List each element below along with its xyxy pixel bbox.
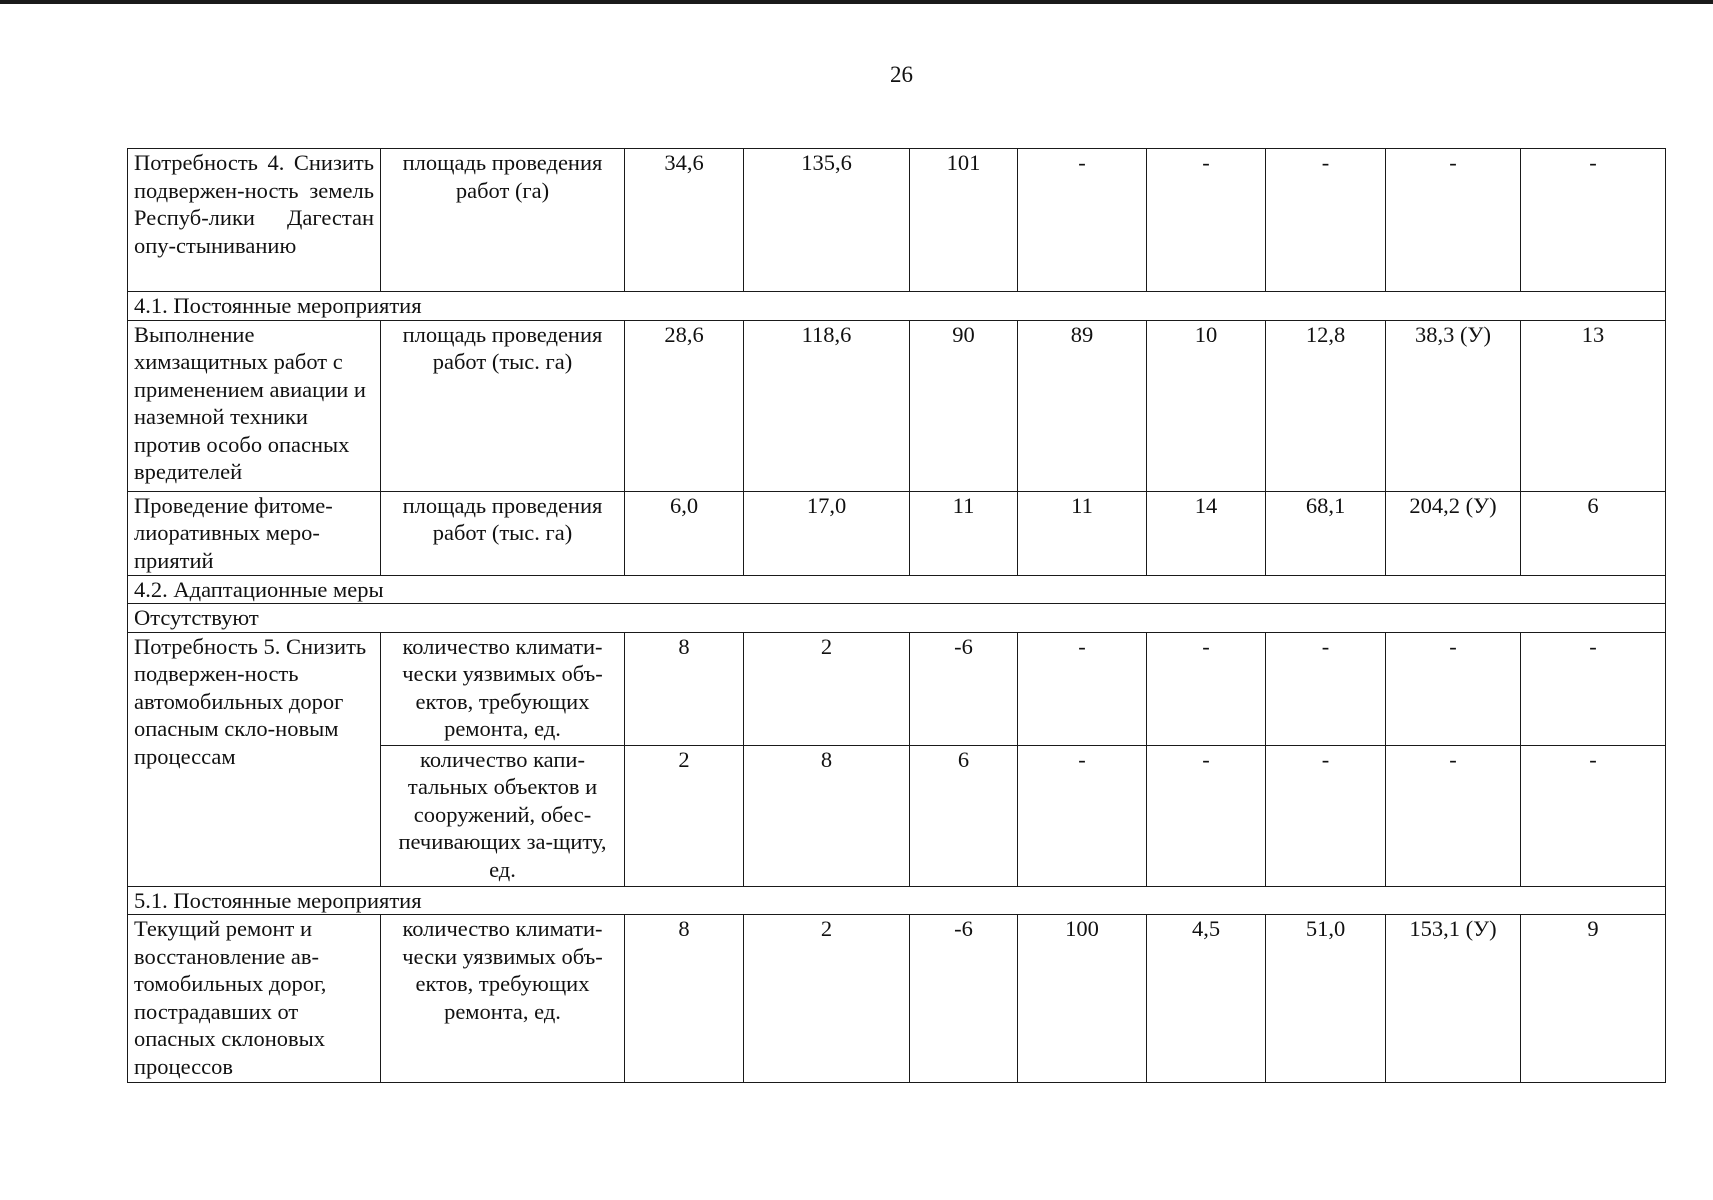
value-cell: 8 xyxy=(625,915,744,1083)
unit-cell: площадь проведения работ (тыс. га) xyxy=(381,491,625,575)
measure-name-cell: Текущий ремонт и восстановление ав-томобильных дорог, пострадавших от опасных склоновых процессов xyxy=(128,915,381,1083)
table-row xyxy=(128,320,1666,491)
value-cell: 101 xyxy=(910,149,1018,292)
value-cell: - xyxy=(1018,632,1147,745)
value-cell: 135,6 xyxy=(744,149,910,292)
value-cell: 100 xyxy=(1018,915,1147,1083)
value-cell: - xyxy=(1521,632,1666,745)
value-cell: - xyxy=(1147,632,1266,745)
measures-table xyxy=(127,148,1666,1083)
value-cell: 118,6 xyxy=(744,320,910,491)
value-cell: - xyxy=(1018,149,1147,292)
value-cell: 6,0 xyxy=(625,491,744,575)
value-cell: - xyxy=(1386,632,1521,745)
measure-name-cell: Потребность 4. Снизить подвержен-ность земель Респуб-лики Дагестан опу-стыниванию xyxy=(128,149,381,292)
value-cell: 9 xyxy=(1521,915,1666,1083)
value-cell: - xyxy=(1266,149,1386,292)
scan-edge xyxy=(0,0,1713,4)
value-cell: 2 xyxy=(744,915,910,1083)
value-cell: 51,0 xyxy=(1266,915,1386,1083)
section-note: Отсутствуют xyxy=(128,604,1666,633)
value-cell: 2 xyxy=(744,632,910,745)
value-cell: 17,0 xyxy=(744,491,910,575)
value-cell: 14 xyxy=(1147,491,1266,575)
value-cell: 153,1 (У) xyxy=(1386,915,1521,1083)
value-cell: 8 xyxy=(625,632,744,745)
value-cell: 11 xyxy=(910,491,1018,575)
section-row xyxy=(128,886,1666,915)
section-row xyxy=(128,604,1666,633)
value-cell: - xyxy=(1266,745,1386,886)
section-row xyxy=(128,292,1666,321)
value-cell: 89 xyxy=(1018,320,1147,491)
unit-cell: количество капи-тальных объектов и сооружений, обес-печивающих за-щиту, ед. xyxy=(381,745,625,886)
table-row xyxy=(128,915,1666,1083)
value-cell: 11 xyxy=(1018,491,1147,575)
value-cell: 204,2 (У) xyxy=(1386,491,1521,575)
value-cell: 6 xyxy=(910,745,1018,886)
measure-name-cell: Потребность 5. Снизить подвержен-ность автомобильных дорог опасным скло-новым процессам xyxy=(128,632,381,886)
value-cell: - xyxy=(1386,745,1521,886)
value-cell: - xyxy=(1521,745,1666,886)
value-cell: - xyxy=(1147,149,1266,292)
value-cell: 28,6 xyxy=(625,320,744,491)
unit-cell: количество климати-чески уязвимых объ-ектов, требующих ремонта, ед. xyxy=(381,915,625,1083)
unit-cell: площадь проведения работ (га) xyxy=(381,149,625,292)
value-cell: 34,6 xyxy=(625,149,744,292)
section-heading: 5.1. Постоянные мероприятия xyxy=(128,886,1666,915)
section-row xyxy=(128,575,1666,604)
value-cell: 12,8 xyxy=(1266,320,1386,491)
value-cell: 2 xyxy=(625,745,744,886)
value-cell: - xyxy=(1521,149,1666,292)
value-cell: 4,5 xyxy=(1147,915,1266,1083)
value-cell: 10 xyxy=(1147,320,1266,491)
value-cell: -6 xyxy=(910,632,1018,745)
page-number: 26 xyxy=(890,62,913,87)
value-cell: -6 xyxy=(910,915,1018,1083)
measure-name-cell: Проведение фитоме-лиоративных меро-приятий xyxy=(128,491,381,575)
value-cell: 6 xyxy=(1521,491,1666,575)
value-cell: - xyxy=(1018,745,1147,886)
section-heading: 4.1. Постоянные мероприятия xyxy=(128,292,1666,321)
value-cell: - xyxy=(1266,632,1386,745)
unit-cell: площадь проведения работ (тыс. га) xyxy=(381,320,625,491)
unit-cell: количество климати-чески уязвимых объ-ектов, требующих ремонта, ед. xyxy=(381,632,625,745)
section-heading: 4.2. Адаптационные меры xyxy=(128,575,1666,604)
value-cell: 38,3 (У) xyxy=(1386,320,1521,491)
measure-name-cell: Выполнение химзащитных работ с применением авиации и наземной техники против особо опасных вредителей xyxy=(128,320,381,491)
value-cell: 68,1 xyxy=(1266,491,1386,575)
value-cell: - xyxy=(1386,149,1521,292)
table-row xyxy=(128,491,1666,575)
table-row xyxy=(128,149,1666,292)
table-row xyxy=(128,632,1666,745)
value-cell: - xyxy=(1147,745,1266,886)
value-cell: 90 xyxy=(910,320,1018,491)
value-cell: 8 xyxy=(744,745,910,886)
value-cell: 13 xyxy=(1521,320,1666,491)
